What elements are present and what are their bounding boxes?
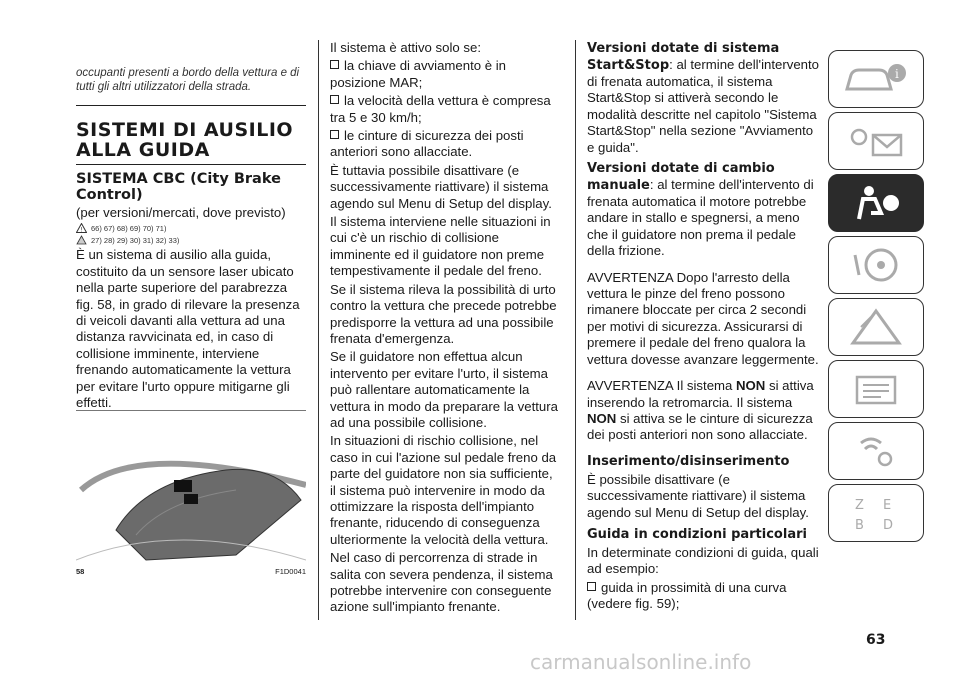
- insertion-heading: Inserimento/disinserimento: [587, 453, 790, 469]
- body-text: È un sistema di ausilio alla guida, costituito da un sensore laser ubicato nella parte superiore del parabrezza fig. 58, in grado di rilevare la presenza di veicoli davanti alla vettura ad una distanza ravvicinata ed, in caso di collisione imminente, interviene frenando automaticamente la vettura per evitare l'urto oppure mitigarne gli effetti.: [76, 247, 300, 411]
- figure-caption: [76, 567, 306, 576]
- tab-driving[interactable]: [828, 236, 924, 294]
- tab-index[interactable]: [828, 484, 924, 542]
- column-divider: [318, 40, 319, 620]
- manual-gearbox-paragraph: [587, 160, 819, 260]
- chapter-tabs: [828, 50, 924, 546]
- caution-icon: [76, 235, 87, 245]
- svg-text:Z: Z: [855, 498, 864, 513]
- warning-text: AVVERTENZA Il sistema: [587, 378, 737, 394]
- bullet-item: guida in prossimità di una curva (vedere fig. 59);: [587, 580, 819, 613]
- index-letters-icon: [841, 493, 911, 533]
- tab-maintenance[interactable]: [828, 360, 924, 418]
- car-info-icon: [841, 59, 911, 99]
- svg-text:!: !: [80, 226, 83, 234]
- tab-emergency[interactable]: [828, 298, 924, 356]
- paragraph: In situazioni di rischio collisione, nel caso in cui l'azione sul pedale freno da parte del guidatore non sia sufficiente, il sistema può intervenire in modo da ottimizzare la risposta dell'impianto frenante, riducendo di conseguenza ulteriormente la velocità della vettura.: [330, 433, 557, 547]
- startstop-text: : al termine dell'intervento di frenata automatica, il sistema Start&Stop si attiverà secondo le modalità descritte nel capitolo "Sistema Start&Stop" nella sezione "Avviamento e guida".: [587, 57, 819, 155]
- warning-paragraph: AVVERTENZA Dopo l'arresto della vettura le pinze del freno possono rimanere bloccate per circa 2 secondi per motivi di sicurezza. Assicurarsi di premere il pedale del freno qualora la vettura dovesse avanzare leggermente.: [587, 269, 819, 367]
- special-conditions-heading: Guida in condizioni particolari: [587, 526, 807, 542]
- manual-gearbox-text: : al termine dell'intervento di frenata automatica il motore potrebbe andare in stallo e spegnersi, a meno che il guidatore non prema il pedale della frizione.: [587, 177, 814, 259]
- warning-lights-icon: [841, 121, 911, 161]
- bullet-item: la velocità della vettura è compresa tra 5 e 30 km/h;: [330, 93, 560, 126]
- column-right: [587, 40, 819, 615]
- windshield-sensor-illustration: [76, 410, 306, 565]
- warning-text: si attiva inserendo la retromarcia. Il sistema: [587, 378, 814, 410]
- intro-italic-text: occupanti presenti a bordo della vettura e di tutti gli altri utilizzatori della strada.: [76, 66, 300, 93]
- caution-refs-text: 27) 28) 29) 30) 31) 32) 33): [91, 235, 180, 245]
- paragraph: Nel caso di percorrenza di strade in salita con severa pendenza, il sistema potrebbe intervenire con conseguente azione sull'impianto frenante.: [330, 550, 553, 615]
- emergency-triangle-icon: [841, 307, 911, 347]
- startstop-heading: Versioni dotate di sistema Start&Stop: [587, 41, 780, 73]
- section-heading: SISTEMI DI AUSILIO ALLA GUIDA: [76, 119, 294, 161]
- manual-gearbox-heading: Versioni dotate di cambio manuale: [587, 161, 775, 194]
- tab-safety[interactable]: [828, 174, 924, 232]
- warning-triangle-icon: [76, 223, 87, 233]
- column-middle: [330, 40, 560, 618]
- warning-text: si attiva se le cinture di sicurezza dei posti anteriori non sono allacciate.: [587, 410, 813, 443]
- warning-refs-text: 66) 67) 68) 69) 70) 71): [91, 223, 167, 233]
- svg-text:B: B: [855, 518, 864, 533]
- startstop-paragraph: [587, 40, 819, 156]
- caution-refs: [76, 235, 306, 245]
- warning-refs: [76, 223, 306, 233]
- figure-code: F1D0041: [275, 567, 306, 576]
- divider: [76, 105, 306, 106]
- airbag-seat-icon: [841, 183, 911, 223]
- paragraph: Se il sistema rileva la possibilità di urto contro la vettura che precede potrebbe predisporre la vettura ad una possibile frenata d'emergenza.: [330, 281, 557, 346]
- column-divider: [575, 40, 576, 620]
- paragraph: È tuttavia possibile disattivare (e successivamente riattivare) il sistema agendo sul Menu di Setup del display.: [330, 162, 552, 211]
- steering-wheel-icon: [841, 245, 911, 285]
- subtitle: (per versioni/mercati, dove previsto): [76, 205, 286, 220]
- multimedia-icon: [841, 431, 911, 471]
- non-emphasis: NON: [736, 378, 766, 394]
- special-conditions-text: In determinate condizioni di guida, quali ad esempio:: [587, 544, 819, 577]
- paragraph: Se il guidatore non effettua alcun intervento per evitare l'urto, il sistema può rallentare automaticamente la vettura in modo da prepararе la vettura ad una possibile collisione.: [330, 349, 558, 430]
- warning-paragraph-2: [587, 378, 819, 444]
- tab-warning-lights[interactable]: [828, 112, 924, 170]
- svg-text:D: D: [883, 518, 894, 533]
- non-emphasis: NON: [587, 410, 617, 426]
- column-left: [76, 54, 306, 413]
- svg-text:i: i: [895, 67, 899, 81]
- paragraph: Il sistema interviene nelle situazioni in cui c'è un rischio di collisione imminente ed il guidatore non preme tempestivamente il pedale del freno.: [330, 214, 551, 279]
- svg-text:E: E: [883, 498, 892, 513]
- maintenance-icon: [841, 369, 911, 409]
- paragraph: Il sistema è attivo solo se:: [330, 40, 481, 55]
- watermark: carmanualsonline.info: [530, 650, 752, 674]
- figure-58: [76, 410, 306, 565]
- insertion-text: È possibile disattivare (e successivamente riattivare) il sistema agendo sul Menu di Setup del display.: [587, 471, 809, 520]
- page-number: 63: [866, 632, 886, 648]
- tab-car-info[interactable]: [828, 50, 924, 108]
- bullet-item: le cinture di sicurezza dei posti anteriori sono allacciate.: [330, 128, 560, 161]
- subsection-heading: SISTEMA CBC (City Brake Control): [76, 171, 281, 203]
- figure-number: 58: [76, 567, 85, 576]
- divider: [76, 164, 306, 165]
- bullet-item: la chiave di avviamento è in posizione MAR;: [330, 58, 560, 91]
- tab-multimedia[interactable]: [828, 422, 924, 480]
